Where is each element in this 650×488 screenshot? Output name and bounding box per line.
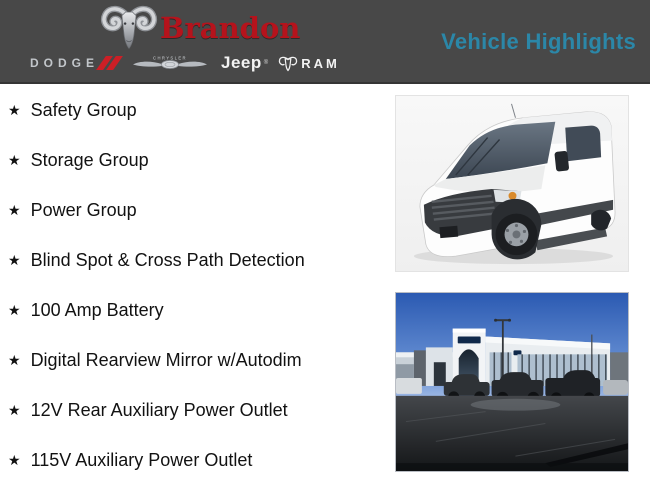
star-bullet-icon: ★ — [8, 201, 21, 218]
feature-list — [8, 85, 390, 485]
feature-label: Blind Spot & Cross Path Detection — [30, 249, 305, 270]
star-bullet-icon: ★ — [8, 301, 21, 318]
dealer-name: Brandon — [160, 11, 301, 45]
dodge-wordmark: DODGE — [30, 56, 100, 70]
feature-label: Safety Group — [30, 99, 137, 120]
feature-item — [8, 385, 390, 435]
star-bullet-icon: ★ — [8, 151, 21, 168]
star-bullet-icon: ★ — [8, 251, 21, 268]
ram-head-logo-icon — [100, 5, 158, 51]
feature-label: 12V Rear Auxiliary Power Outlet — [30, 399, 288, 420]
dodge-slashes-icon — [101, 56, 121, 70]
chrysler-wordmark: CHRYSLER — [153, 55, 187, 61]
ram-wordmark: RAM — [301, 55, 340, 71]
star-bullet-icon: ★ — [8, 451, 21, 468]
star-bullet-icon: ★ — [8, 401, 21, 418]
ram-badge-icon — [278, 55, 298, 72]
feature-item — [8, 135, 390, 185]
page-title: Vehicle Highlights — [441, 29, 636, 54]
dealer-logo-top — [100, 5, 300, 51]
feature-label: 100 Amp Battery — [30, 299, 164, 320]
dealer-logo — [22, 3, 342, 81]
chrysler-wing-icon — [131, 54, 209, 72]
header-bar — [0, 0, 650, 84]
star-bullet-icon: ★ — [8, 351, 21, 368]
feature-label: 115V Auxiliary Power Outlet — [30, 449, 253, 470]
feature-item — [8, 85, 390, 135]
feature-item — [8, 235, 390, 285]
jeep-wordmark: Jeep — [221, 53, 262, 72]
star-bullet-icon: ★ — [8, 101, 21, 118]
feature-label: Power Group — [30, 199, 137, 220]
dealership-photo — [395, 292, 629, 472]
feature-label: Digital Rearview Mirror w/Autodim — [30, 349, 302, 370]
registered-mark: ® — [263, 60, 269, 66]
feature-item — [8, 335, 390, 385]
vehicle-photo — [395, 95, 629, 272]
feature-item — [8, 435, 390, 485]
feature-item — [8, 285, 390, 335]
feature-item — [8, 185, 390, 235]
brand-logos-row — [30, 53, 340, 73]
feature-label: Storage Group — [30, 149, 149, 170]
